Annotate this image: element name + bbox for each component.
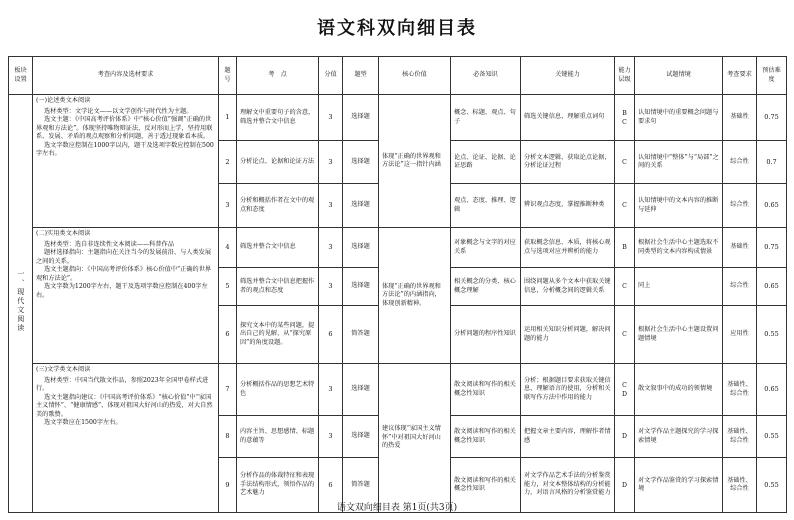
question-type: 选择题 (343, 416, 379, 458)
table-row (9, 228, 787, 268)
ability-level: C D (615, 364, 635, 416)
table-row (9, 364, 787, 416)
situation: 认知情境中的文本内容的推断与延伸 (635, 184, 723, 228)
col-header: 考查要求 (723, 57, 757, 95)
exam-point: 分析作品的体裁特征和表现手法结构形式，领悟作品的艺术魅力 (237, 458, 319, 513)
difficulty: 0.55 (757, 306, 787, 364)
ability-level: C (615, 268, 635, 306)
core-value: 建议体现“家国主义情怀”中对祖国大好河山的热爱 (379, 364, 451, 513)
requirement: 综合性 (723, 268, 757, 306)
exam-point: 探究文本中的某些问题，提出自己的见解，从“探究原因”的角度设题。 (237, 306, 319, 364)
question-no: 4 (219, 228, 237, 268)
col-header: 题号 (219, 57, 237, 95)
question-no: 9 (219, 458, 237, 513)
situation: 认知情境中的重要概念问题与要求句 (635, 95, 723, 141)
ability: 把握文章主要内容，理解作者情感 (521, 416, 615, 458)
score: 3 (319, 268, 343, 306)
requirement: 基础性、综合性 (723, 364, 757, 416)
requirement: 基础性 (723, 95, 757, 141)
requirement: 基础性、综合性 (723, 416, 757, 458)
situation: 同上 (635, 268, 723, 306)
knowledge: 相关概念的分类、核心概念理解 (451, 268, 521, 306)
difficulty: 0.65 (757, 268, 787, 306)
section-cell: 一、现代文阅读 (9, 95, 33, 513)
page-title: 语文科双向细目表 (317, 18, 477, 39)
requirement: 应用性 (723, 306, 757, 364)
difficulty: 0.7 (757, 141, 787, 184)
ability: 获取概念信息、本质，将核心观点与选项对应并辨析的能力 (521, 228, 615, 268)
knowledge: 散文阅读和写作的相关概念性知识 (451, 364, 521, 416)
situation: 根据社会生活中心主题选取不同类型的文本内容构成情景 (635, 228, 723, 268)
situation: 根据社会生活中心主题设置问题情境 (635, 306, 723, 364)
ability-level: B (615, 228, 635, 268)
ability-level: D (615, 416, 635, 458)
exam-point: 内容主旨、思想感情、标题的意蕴等 (237, 416, 319, 458)
ability: 辨识观点态度，掌握推断种类 (521, 184, 615, 228)
knowledge: 论点、论证、论据、论证思路 (451, 141, 521, 184)
difficulty: 0.55 (757, 458, 787, 513)
score: 3 (319, 228, 343, 268)
knowledge: 概念、标题、观点、句子 (451, 95, 521, 141)
question-no: 2 (219, 141, 237, 184)
difficulty: 0.65 (757, 184, 787, 228)
col-header: 考查内容及选材要求 (33, 57, 219, 95)
question-type: 简答题 (343, 458, 379, 513)
question-no: 5 (219, 268, 237, 306)
col-header: 试题情境 (635, 57, 723, 95)
ability: 分析文本逻辑，获取论点论据，分析论证过程 (521, 141, 615, 184)
col-header: 关键能力 (521, 57, 615, 95)
question-no: 6 (219, 306, 237, 364)
requirement: 综合性 (723, 141, 757, 184)
col-header: 必备知识 (451, 57, 521, 95)
knowledge: 观点、态度、推理、逻辑 (451, 184, 521, 228)
question-no: 3 (219, 184, 237, 228)
score: 3 (319, 416, 343, 458)
ability-level: C (615, 141, 635, 184)
situation: 散文叙事中的成功的领情境 (635, 364, 723, 416)
score: 3 (319, 141, 343, 184)
block-requirements: (二)实用类文本阅读 选材类型：选自非连续性文本阅读——科普作品 题材选择指向：主题指向在关注当今的发展前沿、与人类发展之间的关系。 选文主题指向：《中国高考评价体系》核心价值中“正确的世界观和方法论”。 选文字数为1200字左右，题干及选项字数应控制在400字左右。 (33, 228, 219, 364)
score: 6 (319, 306, 343, 364)
question-type: 选择题 (343, 228, 379, 268)
ability-level: D (615, 458, 635, 513)
spec-table (8, 56, 787, 513)
block-requirements: (三)文学类文本阅读 选材类型：中国当代散文作品，参照2023年全国甲卷样式进行。 选文主题指向建议：《中国高考评价体系》“核心价值”中“家国主义情怀”、“健康情感”，体现对祖国大好河山的热爱，对大自然美的歌赞。 选文字数应在1500字左右。 (33, 364, 219, 513)
col-header: 板块设置 (9, 57, 33, 95)
difficulty: 0.75 (757, 228, 787, 268)
ability: 分析；根据题目要求获取关键信息，理解语言的使用，分析和关联写作方法中作用的能力 (521, 364, 615, 416)
ability-level: C (615, 306, 635, 364)
knowledge: 对象概念与文字的对应关系 (451, 228, 521, 268)
score: 3 (319, 95, 343, 141)
col-header: 预估难度 (757, 57, 787, 95)
knowledge: 分析问题的程序性知识 (451, 306, 521, 364)
requirement: 基础性、综合性 (723, 458, 757, 513)
ability: 对文学作品艺术手法的分析鉴赏能力，对文本整体结构的分析能力，对语言风格的分析鉴赏能力 (521, 458, 615, 513)
exam-point: 筛选并整合文中信息 (237, 228, 319, 268)
knowledge: 散文阅读和写作的相关概念性知识 (451, 458, 521, 513)
col-header: 题型 (343, 57, 379, 95)
question-type: 选择题 (343, 364, 379, 416)
situation: 认知情境中“整体”与“局部”之间的关系 (635, 141, 723, 184)
page-footer: 语文双向细目表 第1页(共3页) (336, 503, 458, 513)
exam-point: 筛选并整合文中信息把握作者的观点和态度 (237, 268, 319, 306)
col-header: 核心价值 (379, 57, 451, 95)
col-header: 分值 (319, 57, 343, 95)
exam-point: 分析概括作品的思想艺术特色 (237, 364, 319, 416)
col-header: 考 点 (237, 57, 319, 95)
exam-point: 分析论点、论据和论证方法 (237, 141, 319, 184)
situation: 对文学作品主题探究的学习探索情境 (635, 416, 723, 458)
question-no: 8 (219, 416, 237, 458)
requirement: 综合性 (723, 184, 757, 228)
question-type: 简答题 (343, 306, 379, 364)
difficulty: 0.55 (757, 416, 787, 458)
difficulty: 0.65 (757, 364, 787, 416)
situation: 对文学作品鉴赏的学习探索情境 (635, 458, 723, 513)
score: 3 (319, 184, 343, 228)
exam-point: 理解文中重要句子的含意，筛选并整合文中信息 (237, 95, 319, 141)
question-no: 1 (219, 95, 237, 141)
core-value: 体现“正确的世界观和方法论”这一指针内涵 (379, 95, 451, 228)
score: 6 (319, 458, 343, 513)
block-requirements: (一)论述类文本阅读 选材类型：文学论文——以文学创作与时代性为主题。 选文主题：《中国高考评价体系》中“核心价值”强调“正确的世界观和方法论”。体现坚持唯物辩证法，反对形而上学，坚持用联系、发展、矛盾的观点观察和分析问题，善于透过现象看本质。 选文字数应控制在1000字以内，题干及选项字数应控制在500字左右。 (33, 95, 219, 228)
requirement: 基础性 (723, 228, 757, 268)
question-no: 7 (219, 364, 237, 416)
ability: 运用相关知识分析问题，解决问题的能力 (521, 306, 615, 364)
question-type: 选择题 (343, 184, 379, 228)
knowledge: 散文阅读和写作的相关概念性知识 (451, 416, 521, 458)
question-type: 选择题 (343, 268, 379, 306)
question-type: 选择题 (343, 141, 379, 184)
ability: 围绕问题从多个文本中获取关键信息，分析概念间的逻辑关系 (521, 268, 615, 306)
question-type: 选择题 (343, 95, 379, 141)
score: 3 (319, 364, 343, 416)
difficulty: 0.75 (757, 95, 787, 141)
ability-level: C (615, 184, 635, 228)
col-header: 能力层级 (615, 57, 635, 95)
exam-point: 分析和概括作者在文中的观点和态度 (237, 184, 319, 228)
ability-level: B C (615, 95, 635, 141)
ability: 筛选关键信息，理解重点词句 (521, 95, 615, 141)
table-row (9, 95, 787, 141)
header-row (9, 57, 787, 95)
core-value: 体现“正确的世界观和方法论”的内涵指向，体现创新精神。 (379, 228, 451, 364)
